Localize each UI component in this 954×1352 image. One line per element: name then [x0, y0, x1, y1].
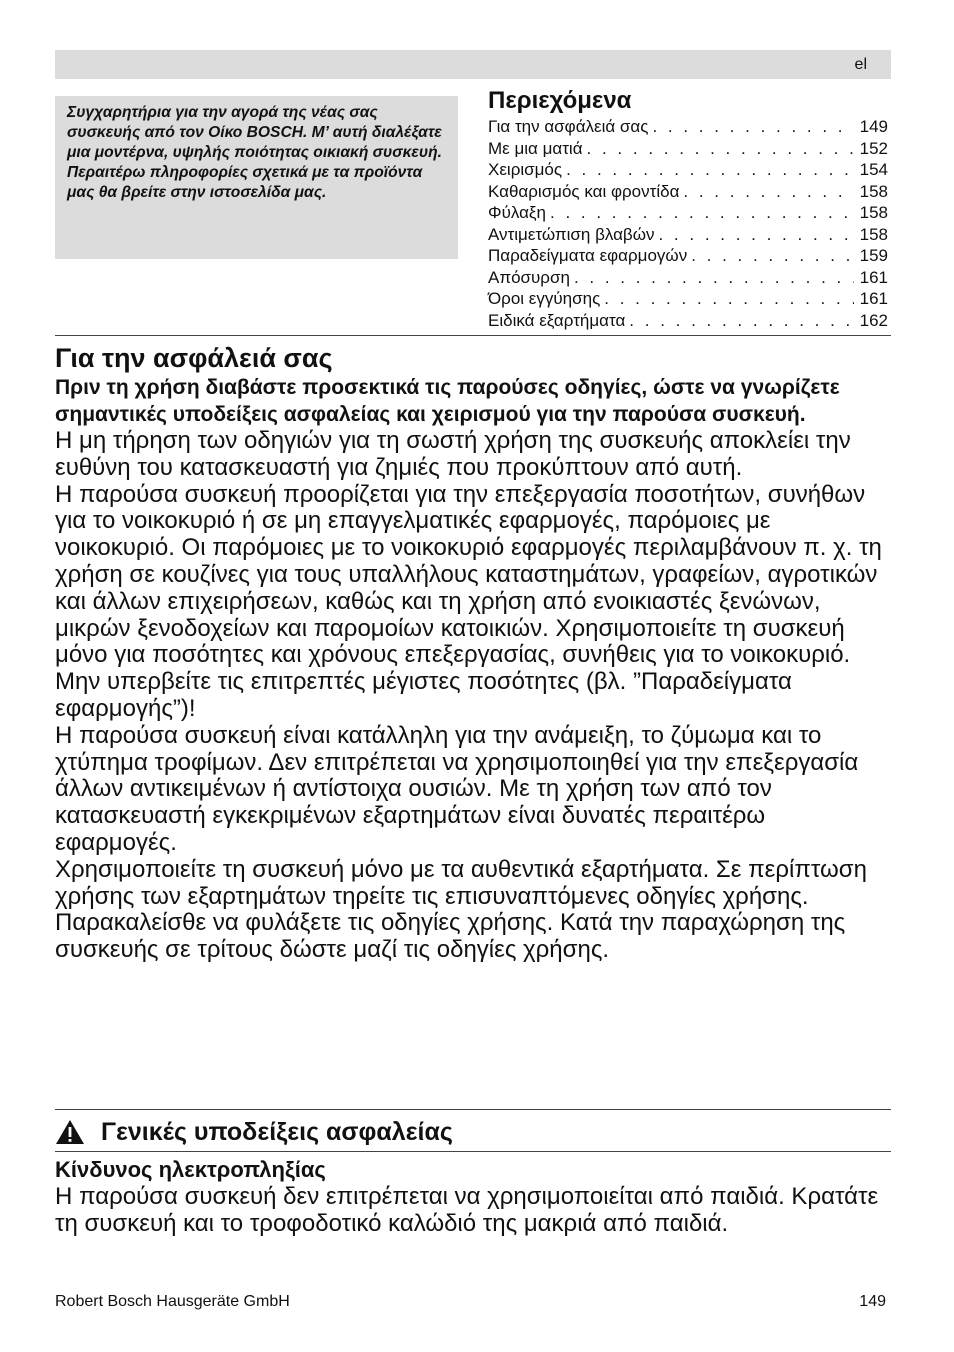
safety-paragraph: Η μη τήρηση των οδηγιών για τη σωστή χρήση της συσκευής αποκλείει την ευθύνη του κατασκευαστή για ζημιές που προκύπτουν από αυτή.	[55, 427, 851, 481]
divider	[55, 1109, 891, 1110]
divider	[55, 1151, 891, 1152]
toc-leader-dots	[566, 159, 854, 181]
toc-item[interactable]	[488, 288, 888, 310]
safety-paragraph: Χρησιμοποιείτε τη συσκευή μόνο με τα αυθεντικά εξαρτήματα. Σε περίπτωση χρήσης των εξαρτημάτων τηρείτε τις επισυναπτόμενες οδηγίες χρήσης.	[55, 855, 867, 910]
toc-item[interactable]	[488, 202, 888, 224]
safety-paragraph: Παρακαλείσθε να φυλάξετε τις οδηγίες χρήσης. Κατά την παραχώρηση της συσκευής σε τρίτους δώστε μαζί τις οδηγίες χρήσης.	[55, 909, 846, 964]
toc-leader-dots	[550, 202, 854, 224]
toc-item-page: 158	[859, 203, 888, 222]
toc-item-page: 159	[859, 246, 888, 265]
toc-item-label: Όροι εγγύησης	[488, 289, 601, 308]
footer-company: Robert Bosch Hausgeräte GmbH	[55, 1293, 290, 1310]
toc-leader-dots	[652, 116, 853, 138]
toc-leader-dots	[683, 181, 853, 203]
toc-item[interactable]	[488, 267, 888, 289]
toc-item-label: Φύλαξη	[488, 203, 546, 222]
electric-shock-text: Η παρούσα συσκευή δεν επιτρέπεται να χρησιμοποιείται από παιδιά. Κρατάτε τη συσκευή και το τροφοδοτικό καλώδιό της μακριά από παιδιά.	[55, 1183, 879, 1237]
toc-item-page: 158	[859, 181, 888, 201]
toc-item[interactable]	[488, 159, 888, 181]
toc-item-label: Παραδείγματα εφαρμογών	[488, 246, 688, 265]
intro-box	[55, 96, 458, 259]
toc-item-label: Αντιμετώπιση βλαβών	[488, 224, 655, 244]
footer-page-number: 149	[859, 1293, 886, 1310]
safety-section	[55, 342, 891, 964]
toc-item[interactable]	[488, 245, 888, 267]
divider	[55, 335, 891, 336]
toc-item[interactable]	[488, 224, 888, 246]
toc-item[interactable]	[488, 116, 888, 138]
general-safety-title: Γενικές υποδείξεις ασφαλείας	[101, 1118, 453, 1146]
toc-leader-dots	[691, 245, 853, 267]
toc-item-label: Με μια ματιά	[488, 138, 583, 158]
toc-item-page: 162	[859, 310, 888, 330]
toc-leader-dots	[604, 288, 853, 310]
toc-list	[488, 116, 888, 331]
toc-leader-dots	[587, 138, 854, 160]
electric-shock-section	[55, 1156, 891, 1238]
toc-title: Περιεχόμενα	[488, 87, 632, 114]
toc-item-page: 161	[859, 267, 888, 287]
toc-item-page: 154	[859, 160, 888, 179]
intro-text: Συγχαρητήρια για την αγορά της νέας σας συσκευής από τον Οίκο BOSCH. Μ’ αυτή διαλέξατε μια μοντέρνα, υψηλής ποιότητας οικιακή συσκευή. Περαιτέρω πληροφορίες σχετικά με τα προϊόντα μας θα βρείτε στην ιστοσελίδα μας.	[67, 104, 442, 201]
toc-leader-dots	[658, 224, 853, 246]
toc-item-label: Απόσυρση	[488, 267, 570, 287]
toc-item-page: 149	[859, 117, 888, 136]
warning-triangle-icon	[55, 1119, 85, 1145]
toc-leader-dots	[574, 267, 854, 289]
toc-item[interactable]	[488, 138, 888, 160]
general-safety-section	[55, 1117, 891, 1147]
electric-shock-title: Κίνδυνος ηλεκτροπληξίας	[55, 1157, 326, 1182]
toc-item-label: Καθαρισμός και φροντίδα	[488, 181, 680, 201]
general-safety-heading	[55, 1117, 891, 1147]
safety-title: Για την ασφάλειά σας	[55, 343, 333, 373]
safety-paragraph: Η παρούσα συσκευή προορίζεται για την επεξεργασία ποσοτήτων, συνήθων για το νοικοκυριό ή σε μη επαγγελματικές εφαρμογές, παρόμοιες με νοικοκυριό. Οι παρόμοιες με το νοικοκυριό εφαρμογές περιλαμβάνουν π. χ. τη χρήση σε κουζίνες για τους υπαλλήλους καταστημάτων, γραφείων, αγροτικών και άλλων επιχειρήσεων, καθώς και τη χρήση από ενοικιαστές ξενώνων, μικρών ξενοδοχείων και παρομοίων κατοικιών. Χρησιμοποιείτε τη συσκευή μόνο για ποσότητες και χρόνους επεξεργασίας, συνήθεις για το νοικοκυριό. Μην υπερβείτε τις επιτρεπτές μέγιστες ποσότητες (βλ. ”Παραδείγματα εφαρμογής”)!	[55, 480, 882, 722]
toc-item[interactable]	[488, 310, 888, 332]
safety-paragraph: Η παρούσα συσκευή είναι κατάλληλη για την ανάμειξη, το ζύμωμα και το χτύπημα τροφίμων. Δεν επιτρέπεται να χρησιμοποιηθεί για την επεξεργασία άλλων αντικειμένων ή αντίστοιχα ουσιών. Με τη χρήση των από τον κατασκευαστή εγκεκριμένων εξαρτημάτων είναι δυνατές περαιτέρω εφαρμογές.	[55, 721, 859, 856]
language-bar	[55, 50, 891, 79]
toc-item[interactable]	[488, 181, 888, 203]
toc-item-label: Για την ασφάλειά σας	[488, 117, 649, 136]
toc-item-page: 161	[859, 289, 888, 308]
safety-lead: Πριν τη χρήση διαβάστε προσεκτικά τις παρούσες οδηγίες, ώστε να γνωρίζετε σημαντικές υποδείξεις ασφαλείας και χειρισμού για την παρούσα συσκευή.	[55, 376, 840, 426]
toc-item-label: Χειρισμός	[488, 160, 563, 179]
toc-item-label: Ειδικά εξαρτήματα	[488, 310, 626, 330]
toc-item-page: 158	[859, 224, 888, 244]
toc-leader-dots	[629, 310, 853, 332]
table-of-contents	[488, 86, 888, 331]
language-code: el	[854, 56, 867, 73]
toc-item-page: 152	[859, 138, 888, 158]
